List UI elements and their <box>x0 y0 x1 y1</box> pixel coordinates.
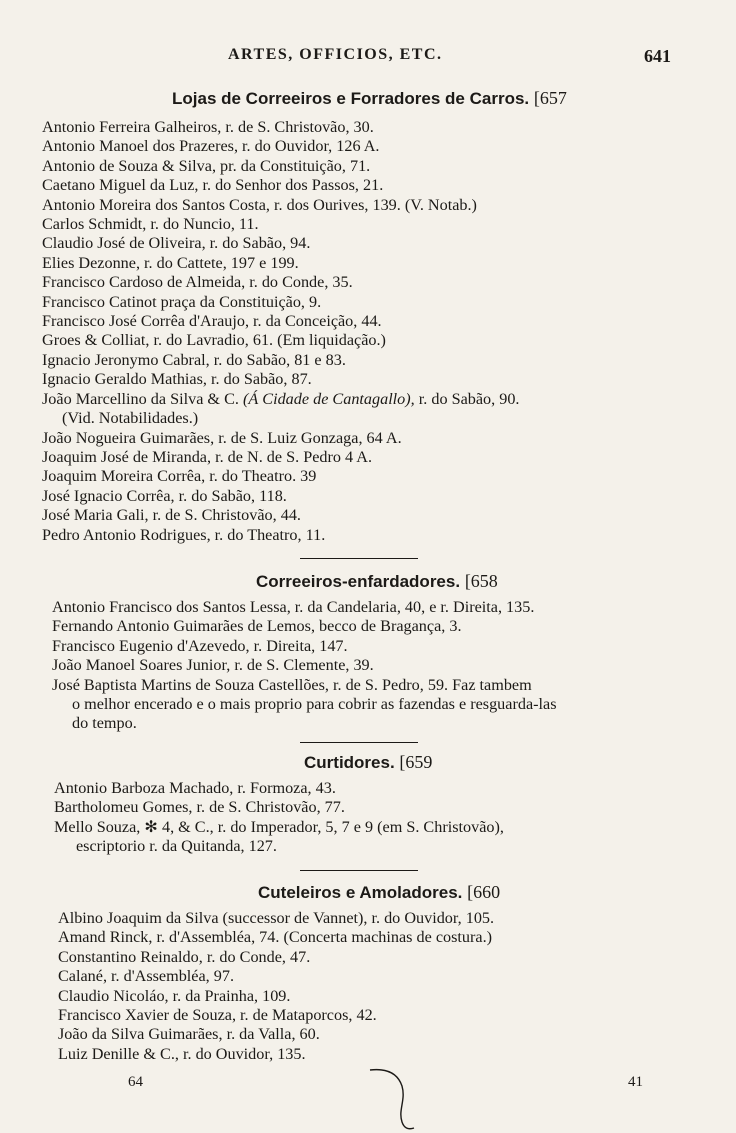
entry-line: Mello Souza, ✻ 4, & C., r. do Imperador, 5, 7 e 9 (em S. Christovão), <box>54 817 504 836</box>
section-ref: [660 <box>467 882 501 902</box>
list-item: João Nogueira Guimarães, r. de S. Luiz Gonzaga, 64 A. <box>42 428 402 447</box>
list-item: João Manoel Soares Junior, r. de S. Clemente, 39. <box>52 656 374 675</box>
footer-signature-left: 64 <box>128 1074 143 1090</box>
entry-continuation: (Vid. Notabilidades.) <box>62 409 199 428</box>
list-item: Claudio Nicoláo, r. da Prainha, 109. <box>58 986 291 1005</box>
section-heading-text: Correeiros-enfardadores. <box>256 572 461 591</box>
list-item-special <box>42 390 702 429</box>
section-heading-text: Cuteleiros e Amoladores. <box>258 883 463 902</box>
list-item: Groes & Colliat, r. do Lavradio, 61. (Em liquidação.) <box>42 331 386 350</box>
list-item: Joaquim José de Miranda, r. de N. de S. Pedro 4 A. <box>42 447 373 466</box>
section-660-entries <box>58 909 698 1064</box>
list-item: Caetano Miguel da Luz, r. do Senhor dos Passos, 21. <box>42 176 384 195</box>
list-item: Francisco Cardoso de Almeida, r. do Conde, 35. <box>42 273 353 292</box>
entry-name: João Marcellino da Silva & C. <box>42 389 239 408</box>
list-item: Luiz Denille & C., r. do Ouvidor, 135. <box>58 1044 306 1063</box>
section-658-entries <box>52 598 692 734</box>
page-number: 641 <box>644 46 671 66</box>
section-divider <box>300 870 418 871</box>
list-item: Francisco Xavier de Souza, r. de Mataporcos, 42. <box>58 1006 377 1025</box>
list-item: Claudio José de Oliveira, r. do Sabão, 94. <box>42 234 311 253</box>
list-item: Antonio Francisco dos Santos Lessa, r. da Candelaria, 40, e r. Direita, 135. <box>52 598 535 616</box>
entry-address: r. do Sabão, 90. <box>418 389 520 408</box>
section-divider <box>300 558 418 559</box>
list-item: Joaquim Moreira Corrêa, r. do Theatro. 39 <box>42 467 317 486</box>
list-item: Francisco Catinot praça da Constituição, 9. <box>42 292 322 311</box>
running-head <box>0 46 736 70</box>
list-item-wrapped <box>52 676 692 734</box>
list-item: Antonio de Souza & Silva, pr. da Constituição, 71. <box>42 156 371 175</box>
list-item: Antonio Moreira dos Santos Costa, r. dos Ourives, 139. (V. Notab.) <box>42 195 477 214</box>
list-item: Amand Rinck, r. d'Assembléa, 74. (Concerta machinas de costura.) <box>58 928 493 947</box>
list-item: Pedro Antonio Rodrigues, r. do Theatro, 11. <box>42 525 326 544</box>
list-item: Antonio Barboza Machado, r. Formoza, 43. <box>54 779 336 797</box>
section-heading-text: Lojas de Correeiros e Forradores de Carros. <box>172 89 530 108</box>
list-item: Antonio Manoel dos Prazeres, r. do Ouvidor, 126 A. <box>42 137 380 156</box>
list-item: João da Silva Guimarães, r. da Valla, 60. <box>58 1025 320 1044</box>
entry-line: o melhor encerado e o mais proprio para cobrir as fazendas e resguarda-las <box>72 695 557 714</box>
entry-italic-title: (Á Cidade de Cantagallo), <box>242 389 415 408</box>
section-heading-660 <box>258 882 500 903</box>
pen-mark-icon <box>368 1066 418 1132</box>
section-heading-text: Curtidores. <box>304 753 395 772</box>
list-item: Antonio Ferreira Galheiros, r. de S. Christovão, 30. <box>42 118 374 136</box>
list-item: Carlos Schmidt, r. do Nuncio, 11. <box>42 215 259 234</box>
entry-line: do tempo. <box>72 714 137 733</box>
entry-line: José Baptista Martins de Souza Castellões, r. de S. Pedro, 59. Faz tambem <box>52 675 532 694</box>
section-divider <box>300 742 418 743</box>
entry-line: escriptorio r. da Quitanda, 127. <box>76 837 277 856</box>
list-item: Elies Dezonne, r. do Cattete, 197 e 199. <box>42 253 299 272</box>
list-item: Francisco Eugenio d'Azevedo, r. Direita, 147. <box>52 636 348 655</box>
list-item: Calané, r. d'Assembléa, 97. <box>58 967 234 986</box>
list-item: Constantino Reinaldo, r. do Conde, 47. <box>58 947 311 966</box>
section-ref: [658 <box>464 571 498 591</box>
section-heading-657 <box>172 88 567 109</box>
list-item: Ignacio Geraldo Mathias, r. do Sabão, 87. <box>42 370 312 389</box>
section-ref: [659 <box>399 752 433 772</box>
section-heading-659 <box>304 752 432 773</box>
list-item: Fernando Antonio Guimarães de Lemos, becco de Bragança, 3. <box>52 617 462 636</box>
list-item-wrapped <box>54 818 694 857</box>
list-item: Francisco José Corrêa d'Araujo, r. da Conceição, 44. <box>42 312 382 331</box>
section-heading-658 <box>256 571 498 592</box>
list-item: Ignacio Jeronymo Cabral, r. do Sabão, 81 e 83. <box>42 350 346 369</box>
running-title: ARTES, OFFICIOS, ETC. <box>228 46 443 63</box>
section-659-entries <box>54 779 694 857</box>
list-item: Albino Joaquim da Silva (successor de Vannet), r. do Ouvidor, 105. <box>58 909 495 927</box>
list-item: José Maria Gali, r. de S. Christovão, 44. <box>42 506 301 525</box>
list-item: José Ignacio Corrêa, r. do Sabão, 118. <box>42 486 287 505</box>
section-657-entries <box>42 118 702 545</box>
list-item: Bartholomeu Gomes, r. de S. Christovão, 77. <box>54 798 345 817</box>
section-ref: [657 <box>533 88 567 108</box>
footer-signature-right: 41 <box>628 1074 643 1090</box>
